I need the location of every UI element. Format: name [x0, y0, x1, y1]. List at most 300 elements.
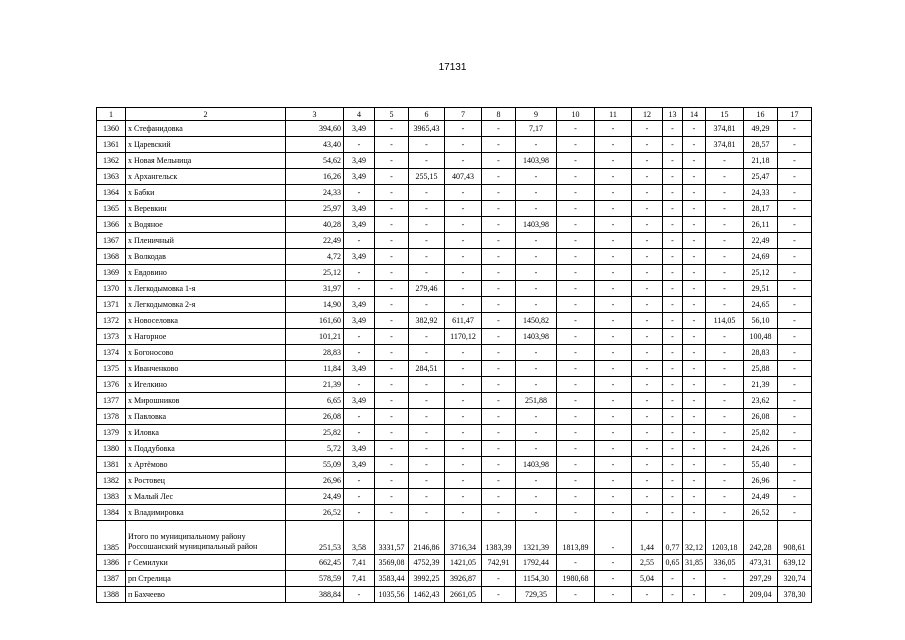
value-cell: - — [663, 409, 683, 425]
value-cell: - — [409, 425, 445, 441]
value-cell: - — [482, 377, 516, 393]
table-row — [97, 201, 812, 217]
value-cell: - — [663, 425, 683, 441]
value-cell: - — [595, 377, 632, 393]
row-number-cell: 1376 — [97, 377, 126, 393]
value-cell: - — [595, 489, 632, 505]
settlement-name-cell: х Иловка — [126, 425, 286, 441]
table-row — [97, 361, 812, 377]
value-cell: - — [778, 393, 812, 409]
value-cell: - — [375, 505, 409, 521]
settlement-name-cell: х Нагорное — [126, 329, 286, 345]
column-header: 5 — [375, 108, 409, 121]
value-cell: 25,82 — [744, 425, 778, 441]
value-cell: - — [375, 153, 409, 169]
value-cell: - — [445, 457, 482, 473]
value-cell: - — [632, 281, 663, 297]
value-cell: - — [706, 281, 744, 297]
value-cell: - — [557, 233, 595, 249]
value-cell: - — [595, 425, 632, 441]
value-cell: - — [516, 361, 557, 377]
value-cell: 7,41 — [344, 571, 375, 587]
value-cell: - — [516, 265, 557, 281]
column-header: 2 — [126, 108, 286, 121]
value-cell: - — [375, 489, 409, 505]
table-row — [97, 555, 812, 571]
value-cell: - — [683, 505, 706, 521]
value-cell: - — [375, 281, 409, 297]
value-cell: 29,51 — [744, 281, 778, 297]
value-cell: - — [482, 361, 516, 377]
table-row — [97, 121, 812, 137]
value-cell: - — [557, 249, 595, 265]
value-cell: - — [663, 329, 683, 345]
table-row — [97, 473, 812, 489]
value-cell: 3,49 — [344, 153, 375, 169]
value-cell: - — [706, 489, 744, 505]
value-cell: - — [663, 297, 683, 313]
value-cell: - — [445, 489, 482, 505]
value-cell: 1170,12 — [445, 329, 482, 345]
value-cell: 55,40 — [744, 457, 778, 473]
value-cell: - — [516, 409, 557, 425]
value-cell: - — [595, 473, 632, 489]
column-header: 3 — [286, 108, 344, 121]
value-cell: - — [445, 153, 482, 169]
value-cell: - — [632, 361, 663, 377]
value-cell: 3,49 — [344, 249, 375, 265]
value-cell: - — [778, 233, 812, 249]
value-cell: 28,83 — [744, 345, 778, 361]
value-cell: 101,21 — [286, 329, 344, 345]
settlement-name-cell: х Игелкино — [126, 377, 286, 393]
value-cell: 25,12 — [286, 265, 344, 281]
value-cell: - — [595, 153, 632, 169]
value-cell: 21,39 — [286, 377, 344, 393]
value-cell: - — [375, 425, 409, 441]
value-cell: - — [409, 297, 445, 313]
value-cell: - — [778, 329, 812, 345]
value-cell: 23,62 — [744, 393, 778, 409]
value-cell: - — [632, 201, 663, 217]
table-row — [97, 281, 812, 297]
value-cell: 55,09 — [286, 457, 344, 473]
value-cell: 0,77 — [663, 521, 683, 555]
value-cell: - — [778, 297, 812, 313]
value-cell: - — [683, 361, 706, 377]
settlement-name-cell: х Легкодымовка 1-я — [126, 281, 286, 297]
value-cell: - — [663, 137, 683, 153]
value-cell: - — [482, 233, 516, 249]
value-cell: - — [375, 249, 409, 265]
value-cell: - — [516, 441, 557, 457]
value-cell: - — [778, 489, 812, 505]
value-cell: - — [595, 329, 632, 345]
row-number-cell: 1388 — [97, 587, 126, 603]
value-cell: - — [595, 393, 632, 409]
value-cell: 26,08 — [744, 409, 778, 425]
row-number-cell: 1384 — [97, 505, 126, 521]
value-cell: 26,52 — [744, 505, 778, 521]
settlement-name-cell: х Стефанидовка — [126, 121, 286, 137]
value-cell: - — [663, 217, 683, 233]
settlement-name-cell: х Мирошников — [126, 393, 286, 409]
value-cell: 4752,39 — [409, 555, 445, 571]
value-cell: - — [632, 473, 663, 489]
value-cell: - — [409, 345, 445, 361]
value-cell: 729,35 — [516, 587, 557, 603]
row-number-cell: 1364 — [97, 185, 126, 201]
value-cell: 251,53 — [286, 521, 344, 555]
value-cell: 3331,57 — [375, 521, 409, 555]
value-cell: 3,49 — [344, 201, 375, 217]
value-cell: - — [683, 217, 706, 233]
value-cell: - — [632, 505, 663, 521]
value-cell: - — [595, 361, 632, 377]
settlement-name-cell: х Царевский — [126, 137, 286, 153]
value-cell: - — [482, 329, 516, 345]
value-cell: - — [778, 441, 812, 457]
value-cell: - — [445, 361, 482, 377]
value-cell: 4,72 — [286, 249, 344, 265]
value-cell: - — [663, 473, 683, 489]
value-cell: 3,49 — [344, 361, 375, 377]
value-cell: - — [663, 169, 683, 185]
value-cell: - — [375, 313, 409, 329]
value-cell: - — [409, 233, 445, 249]
value-cell: 394,60 — [286, 121, 344, 137]
value-cell: 1,44 — [632, 521, 663, 555]
value-cell: - — [409, 457, 445, 473]
value-cell: - — [557, 473, 595, 489]
value-cell: 3,49 — [344, 457, 375, 473]
value-cell: - — [595, 345, 632, 361]
value-cell: - — [557, 329, 595, 345]
value-cell: - — [778, 121, 812, 137]
value-cell: - — [409, 409, 445, 425]
value-cell: - — [516, 201, 557, 217]
value-cell: 11,84 — [286, 361, 344, 377]
value-cell: - — [632, 441, 663, 457]
value-cell: - — [557, 169, 595, 185]
value-cell: - — [375, 393, 409, 409]
value-cell: - — [706, 505, 744, 521]
value-cell: - — [557, 441, 595, 457]
value-cell: - — [344, 489, 375, 505]
row-number-cell: 1381 — [97, 457, 126, 473]
value-cell: - — [375, 377, 409, 393]
row-number-cell: 1382 — [97, 473, 126, 489]
value-cell: 1792,44 — [516, 555, 557, 571]
value-cell: 1383,39 — [482, 521, 516, 555]
table-row — [97, 441, 812, 457]
value-cell: - — [683, 121, 706, 137]
value-cell: - — [595, 505, 632, 521]
table-row — [97, 571, 812, 587]
table-row — [97, 233, 812, 249]
settlement-name-cell: х Павловка — [126, 409, 286, 425]
value-cell: 1813,89 — [557, 521, 595, 555]
column-header: 14 — [683, 108, 706, 121]
settlement-name-cell: рп Стрелица — [126, 571, 286, 587]
table-row — [97, 587, 812, 603]
value-cell: - — [557, 457, 595, 473]
settlement-name-cell: х Владимировка — [126, 505, 286, 521]
value-cell: - — [445, 217, 482, 233]
column-header: 1 — [97, 108, 126, 121]
row-number-cell: 1377 — [97, 393, 126, 409]
value-cell: 1403,98 — [516, 217, 557, 233]
value-cell: - — [557, 137, 595, 153]
value-cell: - — [516, 505, 557, 521]
value-cell: - — [632, 233, 663, 249]
value-cell: 374,81 — [706, 121, 744, 137]
value-cell: - — [663, 281, 683, 297]
table-row — [97, 345, 812, 361]
value-cell: - — [683, 489, 706, 505]
table-row — [97, 489, 812, 505]
value-cell: 255,15 — [409, 169, 445, 185]
value-cell: 242,28 — [744, 521, 778, 555]
value-cell: - — [778, 505, 812, 521]
value-cell: - — [445, 265, 482, 281]
value-cell: 14,90 — [286, 297, 344, 313]
value-cell: - — [595, 441, 632, 457]
value-cell: - — [778, 409, 812, 425]
row-number-cell: 1363 — [97, 169, 126, 185]
value-cell: - — [706, 345, 744, 361]
table-row — [97, 457, 812, 473]
settlement-name-cell: х Артёмово — [126, 457, 286, 473]
value-cell: - — [516, 137, 557, 153]
value-cell: 31,85 — [683, 555, 706, 571]
value-cell: - — [595, 521, 632, 555]
settlement-name-cell: г Семилуки — [126, 555, 286, 571]
value-cell: - — [516, 185, 557, 201]
table-row — [97, 169, 812, 185]
value-cell: - — [595, 201, 632, 217]
value-cell: - — [706, 473, 744, 489]
value-cell: 284,51 — [409, 361, 445, 377]
value-cell: 3,49 — [344, 441, 375, 457]
value-cell: 639,12 — [778, 555, 812, 571]
value-cell: 22,49 — [744, 233, 778, 249]
value-cell: 31,97 — [286, 281, 344, 297]
value-cell: - — [683, 473, 706, 489]
value-cell: - — [778, 345, 812, 361]
value-cell: - — [557, 489, 595, 505]
value-cell: - — [706, 571, 744, 587]
value-cell: - — [516, 281, 557, 297]
value-cell: 24,33 — [744, 185, 778, 201]
column-header: 11 — [595, 108, 632, 121]
value-cell: - — [663, 313, 683, 329]
value-cell: - — [409, 249, 445, 265]
value-cell: 611,47 — [445, 313, 482, 329]
value-cell: 49,29 — [744, 121, 778, 137]
value-cell: 24,49 — [744, 489, 778, 505]
value-cell: - — [557, 393, 595, 409]
value-cell: - — [375, 137, 409, 153]
value-cell: 114,05 — [706, 313, 744, 329]
value-cell: - — [706, 297, 744, 313]
value-cell: - — [375, 297, 409, 313]
value-cell: 26,52 — [286, 505, 344, 521]
table-row — [97, 409, 812, 425]
value-cell: 24,49 — [286, 489, 344, 505]
value-cell: - — [557, 185, 595, 201]
value-cell: - — [663, 457, 683, 473]
value-cell: 378,30 — [778, 587, 812, 603]
value-cell: 742,91 — [482, 555, 516, 571]
value-cell: - — [482, 505, 516, 521]
value-cell: 3716,34 — [445, 521, 482, 555]
value-cell: - — [557, 345, 595, 361]
value-cell: 374,81 — [706, 137, 744, 153]
value-cell: 43,40 — [286, 137, 344, 153]
value-cell: - — [595, 233, 632, 249]
settlement-name-cell: х Малый Лес — [126, 489, 286, 505]
value-cell: 28,57 — [744, 137, 778, 153]
value-cell: - — [683, 313, 706, 329]
value-cell: - — [706, 377, 744, 393]
value-cell: - — [482, 489, 516, 505]
settlement-name-cell: х Архангельск — [126, 169, 286, 185]
value-cell: 0,65 — [663, 555, 683, 571]
value-cell: 21,39 — [744, 377, 778, 393]
table-row — [97, 249, 812, 265]
value-cell: - — [663, 265, 683, 281]
row-number-cell: 1369 — [97, 265, 126, 281]
row-number-cell: 1372 — [97, 313, 126, 329]
data-table — [96, 107, 812, 603]
value-cell: 2661,05 — [445, 587, 482, 603]
row-number-cell: 1375 — [97, 361, 126, 377]
column-header: 10 — [557, 108, 595, 121]
value-cell: - — [632, 393, 663, 409]
value-cell: 3,49 — [344, 393, 375, 409]
value-cell: - — [482, 121, 516, 137]
value-cell: - — [375, 169, 409, 185]
value-cell: - — [595, 555, 632, 571]
value-cell: - — [595, 297, 632, 313]
value-cell: 26,08 — [286, 409, 344, 425]
value-cell: - — [482, 169, 516, 185]
value-cell: - — [663, 345, 683, 361]
value-cell: 3583,44 — [375, 571, 409, 587]
row-number-cell: 1367 — [97, 233, 126, 249]
value-cell: - — [409, 441, 445, 457]
value-cell: - — [683, 329, 706, 345]
value-cell: - — [375, 233, 409, 249]
row-number-cell: 1380 — [97, 441, 126, 457]
value-cell: 25,47 — [744, 169, 778, 185]
table-row — [97, 505, 812, 521]
settlement-name-cell: Итого по муниципальному району Россошанский муниципальный район — [126, 521, 286, 555]
value-cell: 24,69 — [744, 249, 778, 265]
value-cell: 209,04 — [744, 587, 778, 603]
value-cell: - — [482, 409, 516, 425]
value-cell: - — [706, 409, 744, 425]
value-cell: - — [595, 217, 632, 233]
value-cell: - — [516, 473, 557, 489]
column-header: 16 — [744, 108, 778, 121]
row-number-cell: 1360 — [97, 121, 126, 137]
value-cell: - — [595, 137, 632, 153]
value-cell: - — [557, 201, 595, 217]
value-cell: 1450,82 — [516, 313, 557, 329]
table-row — [97, 153, 812, 169]
value-cell: - — [516, 297, 557, 313]
value-cell: - — [706, 587, 744, 603]
value-cell: - — [344, 505, 375, 521]
value-cell: - — [595, 457, 632, 473]
value-cell: - — [445, 297, 482, 313]
column-header: 15 — [706, 108, 744, 121]
value-cell: 1403,98 — [516, 457, 557, 473]
value-cell: - — [516, 345, 557, 361]
value-cell: 3992,25 — [409, 571, 445, 587]
value-cell: - — [557, 425, 595, 441]
row-number-cell: 1365 — [97, 201, 126, 217]
value-cell: - — [706, 441, 744, 457]
value-cell: - — [445, 185, 482, 201]
value-cell: - — [409, 201, 445, 217]
value-cell: - — [632, 265, 663, 281]
value-cell: - — [706, 457, 744, 473]
settlement-name-cell: х Новая Мельница — [126, 153, 286, 169]
value-cell: - — [663, 153, 683, 169]
value-cell: - — [778, 185, 812, 201]
value-cell: 1203,18 — [706, 521, 744, 555]
value-cell: 1980,68 — [557, 571, 595, 587]
value-cell: - — [683, 441, 706, 457]
value-cell: - — [344, 329, 375, 345]
value-cell: 578,59 — [286, 571, 344, 587]
value-cell: - — [683, 377, 706, 393]
value-cell: 22,49 — [286, 233, 344, 249]
value-cell: - — [445, 409, 482, 425]
value-cell: - — [683, 587, 706, 603]
table-row — [97, 425, 812, 441]
value-cell: - — [632, 409, 663, 425]
value-cell: - — [778, 473, 812, 489]
value-cell: - — [375, 441, 409, 457]
value-cell: - — [683, 153, 706, 169]
value-cell: - — [632, 313, 663, 329]
value-cell: - — [375, 185, 409, 201]
value-cell: 3,49 — [344, 169, 375, 185]
value-cell: - — [409, 185, 445, 201]
value-cell: - — [482, 313, 516, 329]
value-cell: - — [683, 409, 706, 425]
column-header: 12 — [632, 108, 663, 121]
settlement-name-cell: х Бабки — [126, 185, 286, 201]
value-cell: - — [557, 409, 595, 425]
value-cell: - — [344, 265, 375, 281]
value-cell: - — [344, 377, 375, 393]
value-cell: 388,84 — [286, 587, 344, 603]
value-cell: - — [482, 345, 516, 361]
value-cell: - — [778, 249, 812, 265]
column-header: 6 — [409, 108, 445, 121]
value-cell: - — [375, 345, 409, 361]
value-cell: - — [632, 169, 663, 185]
column-header: 8 — [482, 108, 516, 121]
value-cell: - — [482, 249, 516, 265]
value-cell: - — [663, 201, 683, 217]
value-cell: 25,12 — [744, 265, 778, 281]
